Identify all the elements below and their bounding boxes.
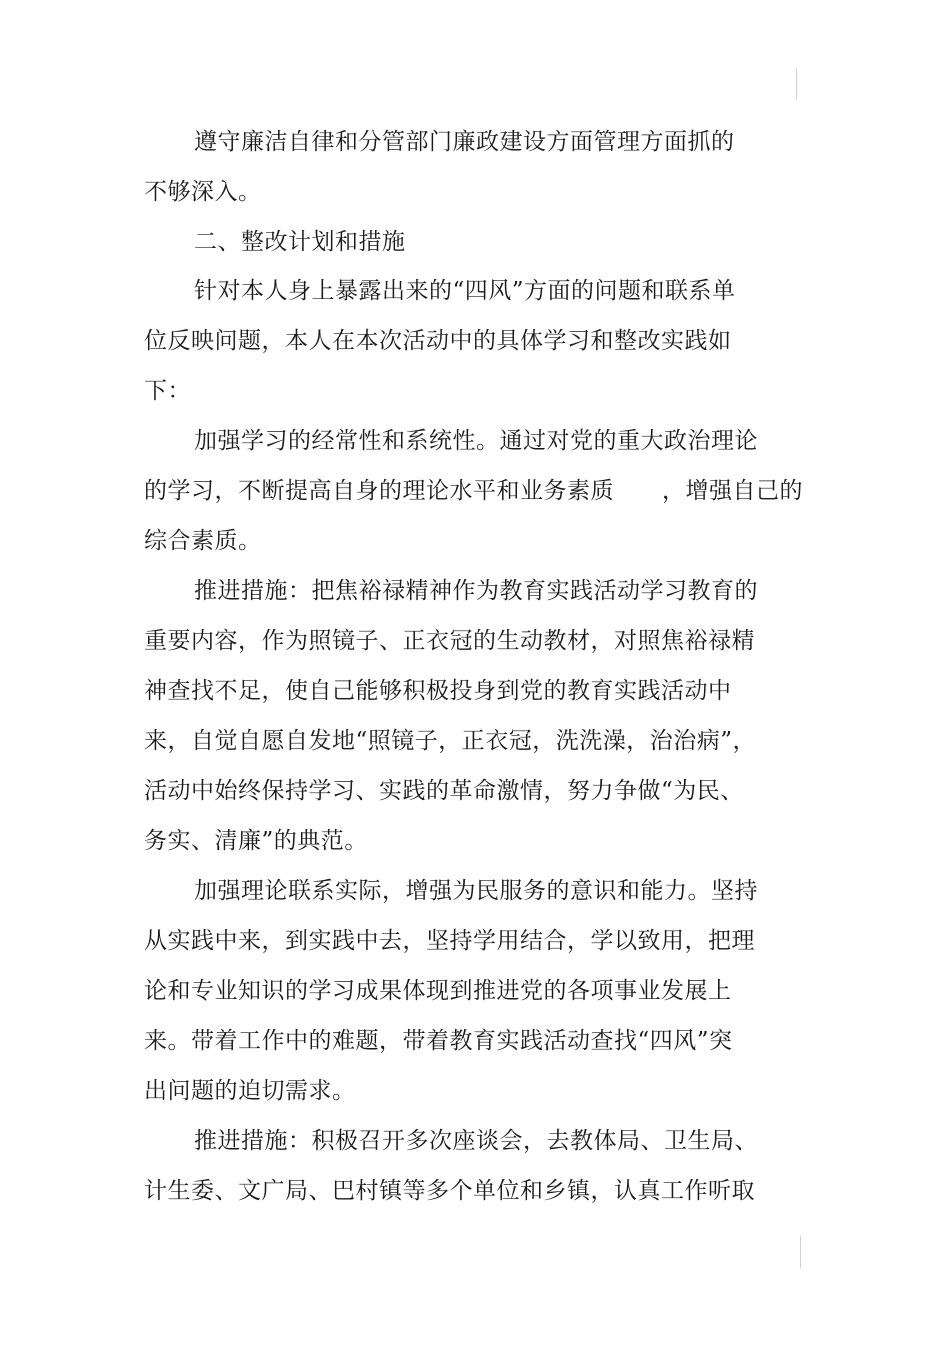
text-line: ，增强自己的	[662, 478, 803, 504]
text-line: 加强学习的经常性和系统性。通过对党的重大政治理论	[194, 428, 758, 454]
text-line: 重要内容，作为照镜子、正衣冠的生动教材，对照焦裕禄精	[144, 628, 755, 654]
text-line: 不够深入。	[144, 179, 262, 205]
text-line: 务实、清廉”的典范。	[144, 828, 368, 854]
text-line: 综合素质。	[144, 528, 262, 554]
text-line: 神查找不足，使自己能够积极投身到党的教育实践活动中	[144, 678, 732, 704]
text-line: 的学习，不断提高自身的理论水平和业务素质	[144, 478, 614, 504]
text-line: 论和专业知识的学习成果体现到推进党的各项事业发展上	[144, 978, 732, 1004]
text-line: 推进措施：把焦裕禄精神作为教育实践活动学习教育的	[194, 578, 758, 604]
text-line: 出问题的迫切需求。	[144, 1078, 356, 1104]
text-line: 下：	[144, 378, 191, 404]
text-line: 来。带着工作中的难题，带着教育实践活动查找“四风”突	[144, 1028, 733, 1054]
text-line: 遵守廉洁自律和分管部门廉政建设方面管理方面抓的	[194, 129, 735, 155]
text-line: 活动中始终保持学习、实践的革命激情，努力争做“为民、	[144, 778, 744, 804]
page-edge-mark-bottom	[800, 1236, 801, 1268]
text-line: 推进措施：积极召开多次座谈会，去教体局、卫生局、	[194, 1128, 758, 1154]
text-line: 加强理论联系实际，增强为民服务的意识和能力。坚持	[194, 878, 758, 904]
text-line: 位反映问题，本人在本次活动中的具体学习和整改实践如	[144, 328, 732, 354]
section-heading: 二、整改计划和措施	[194, 229, 406, 255]
page-edge-mark-top	[796, 68, 797, 100]
text-line: 针对本人身上暴露出来的“四风”方面的问题和联系单	[194, 278, 736, 304]
text-line: 来，自觉自愿自发地“照镜子，正衣冠，洗洗澡，治治病”，	[144, 728, 757, 754]
text-line: 从实践中来，到实践中去，坚持学用结合，学以致用，把理	[144, 928, 755, 954]
text-line: 计生委、文广局、巴村镇等多个单位和乡镇，认真工作听取	[144, 1178, 755, 1204]
